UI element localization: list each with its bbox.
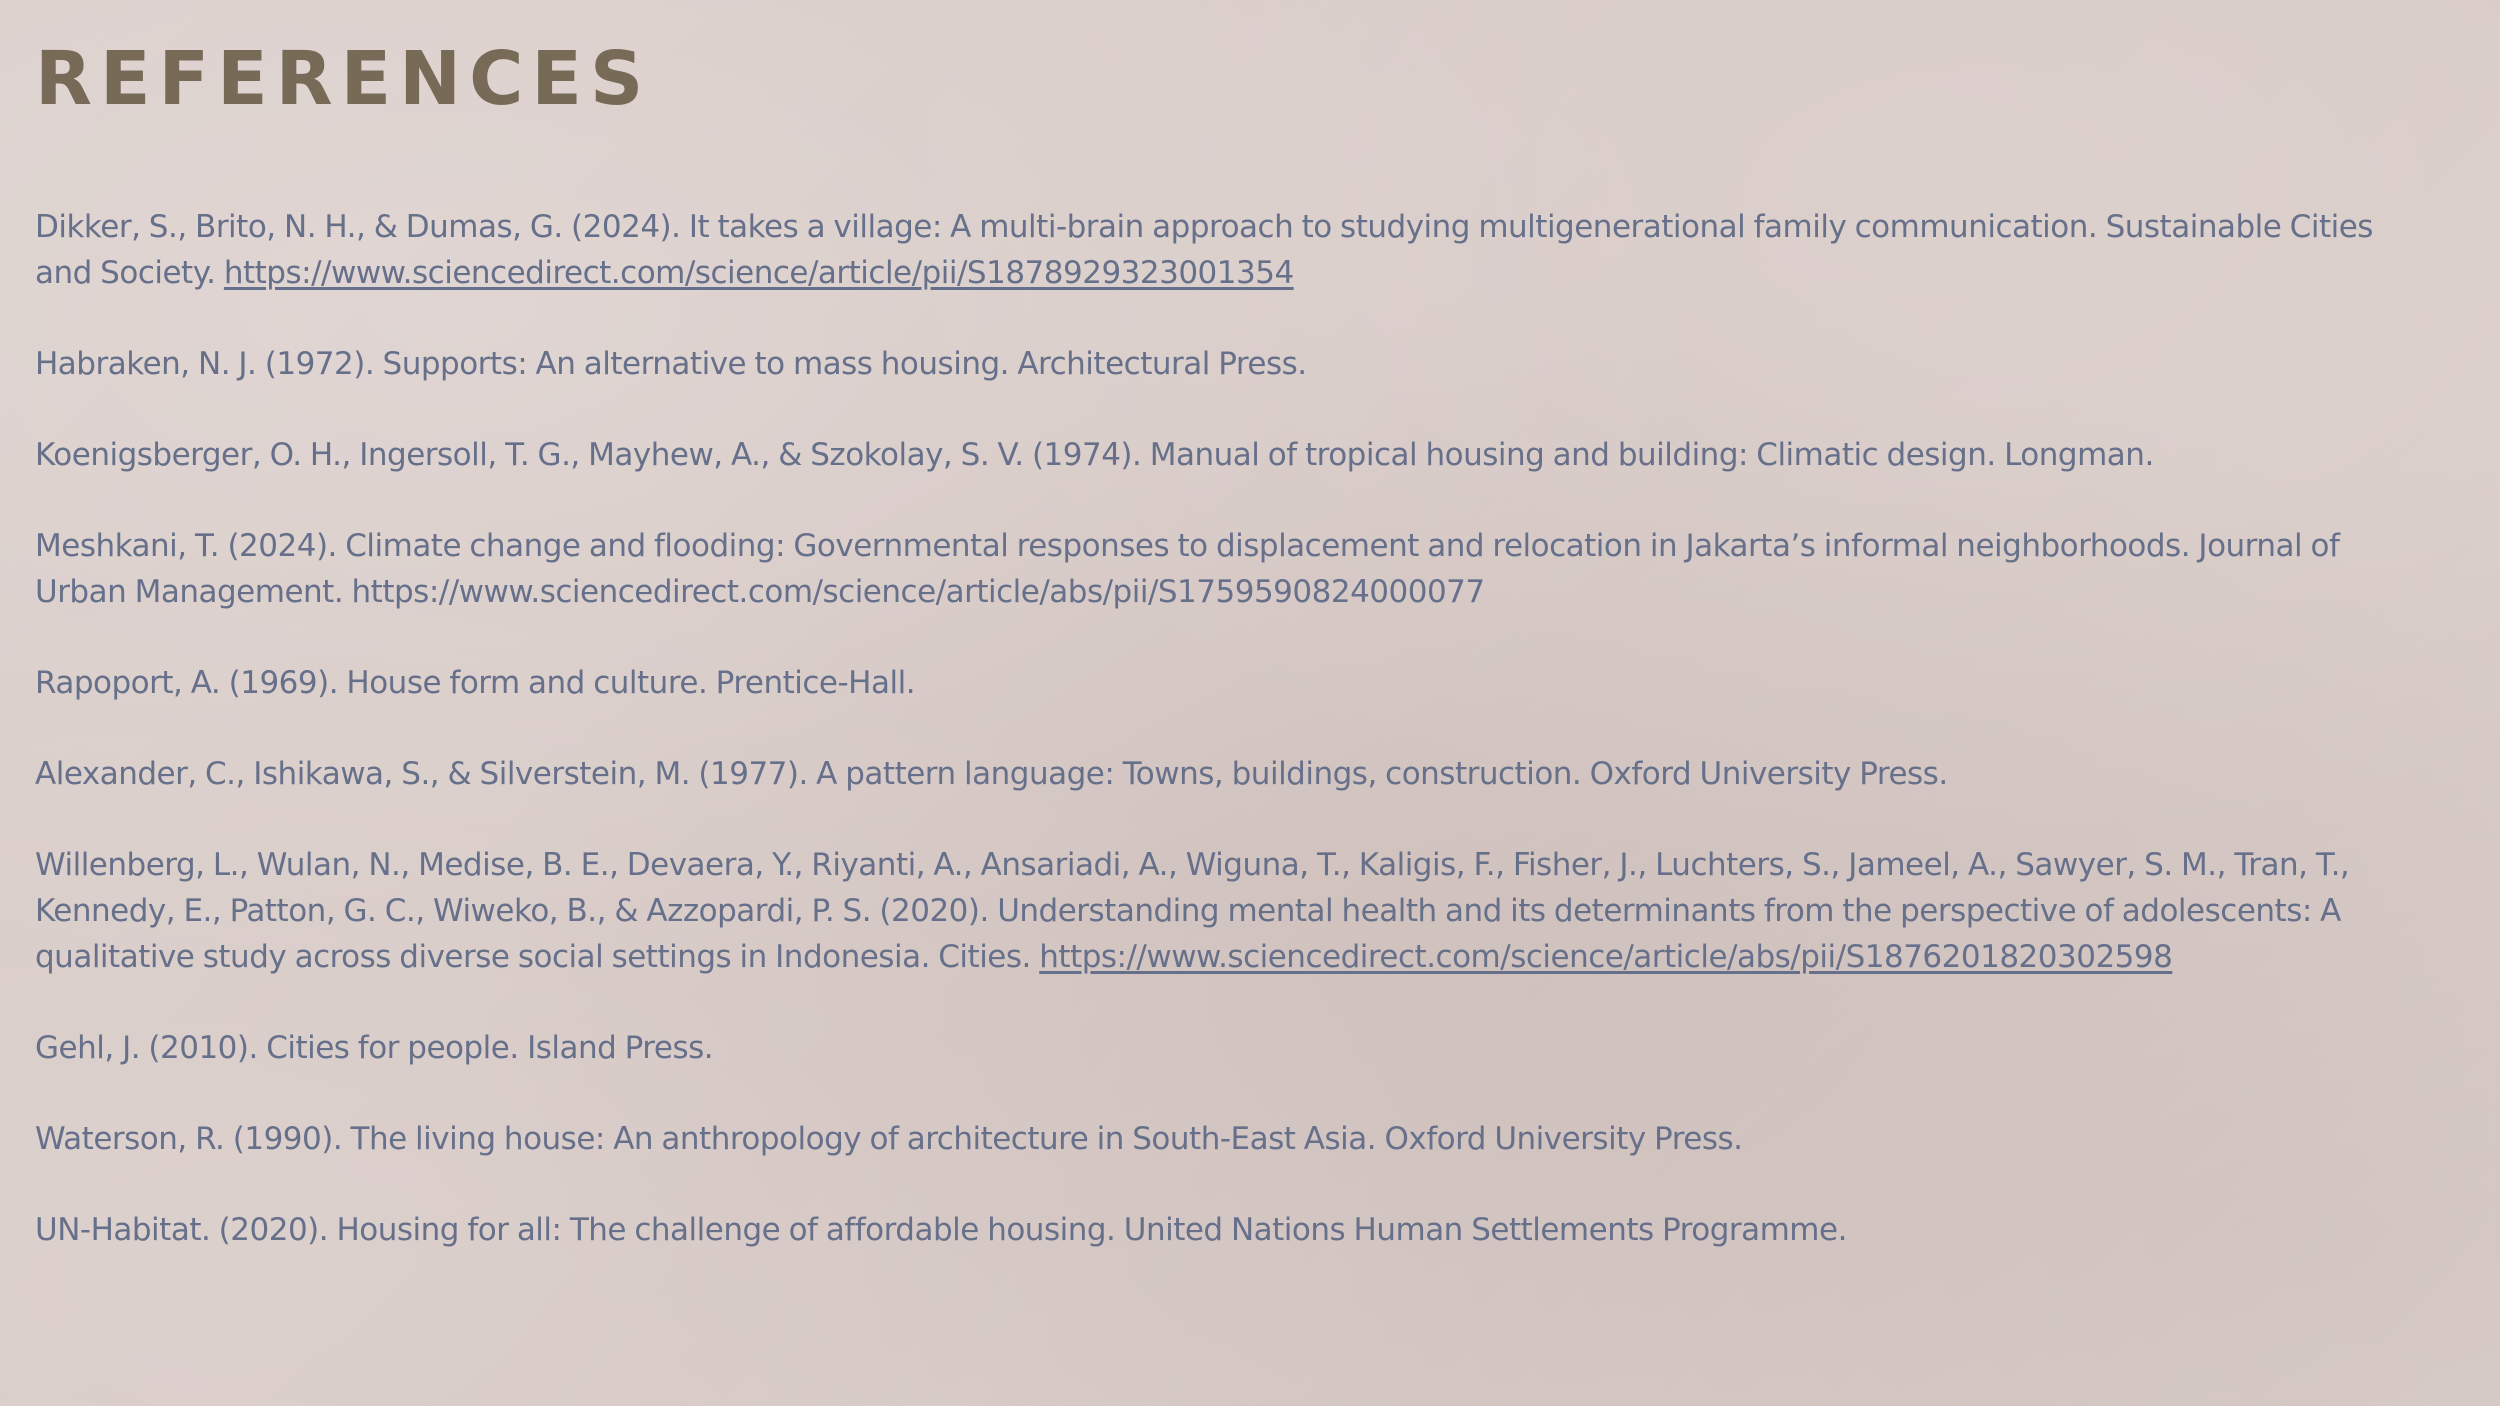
reference-text: Rapoport, A. (1969). House form and culture. Prentice-Hall. [35,665,916,701]
reference-item-dikker [35,204,2435,296]
reference-item-rapoport [35,660,2435,706]
reference-text: Dikker, S., Brito, N. H., & Dumas, G. (2024). It takes a village: A multi-brain approach to studying multigenerational family communication. Sustainable Cities and Society. [35,209,2373,291]
reference-text: Gehl, J. (2010). Cities for people. Island Press. [35,1030,714,1066]
reference-text: Koenigsberger, O. H., Ingersoll, T. G., Mayhew, A., & Szokolay, S. V. (1974). Manual of tropical housing and building: Climatic design. Longman. [35,437,2154,473]
reference-item-koenigsberger [35,432,2435,478]
reference-text: Willenberg, L., Wulan, N., Medise, B. E., Devaera, Y., Riyanti, A., Ansariadi, A., Wiguna, T., Kaligis, F., Fisher, J., Luchters, S., Jameel, A., Sawyer, S. M., Tran, T., Kennedy, E., Patton, G. C., Wiweko, B., & Azzopardi, P. S. (2020). Understanding mental health and its determinants from the perspective of adolescents: A qualitative study across diverse social settings in Indonesia. Cities. [35,847,2350,975]
reference-list [35,204,2435,1253]
reference-text: UN-Habitat. (2020). Housing for all: The challenge of affordable housing. United Nations Human Settlements Programme. [35,1212,1847,1248]
reference-item-waterson [35,1116,2435,1162]
reference-text: Waterson, R. (1990). The living house: An anthropology of architecture in South-East Asia. Oxford University Press. [35,1121,1743,1157]
reference-text: Habraken, N. J. (1972). Supports: An alternative to mass housing. Architectural Press. [35,346,1307,382]
reference-url-text: https://www.sciencedirect.com/science/article/abs/pii/S1759590824000077 [351,574,1485,610]
reference-item-alexander [35,751,2435,797]
references-slide [35,34,2435,1298]
reference-link[interactable]: https://www.sciencedirect.com/science/article/abs/pii/S1876201820302598 [1039,939,2173,975]
reference-text: Alexander, C., Ishikawa, S., & Silverstein, M. (1977). A pattern language: Towns, buildings, construction. Oxford University Press. [35,756,1948,792]
reference-item-habraken [35,341,2435,387]
reference-text: Meshkani, T. (2024). Climate change and flooding: Governmental responses to displacement and relocation in Jakarta’s informal neighborhoods. Journal of Urban Management. [35,528,2340,610]
page-title: REFERENCES [35,36,652,122]
reference-item-un-habitat [35,1207,2435,1253]
reference-item-willenberg [35,842,2435,980]
reference-item-gehl [35,1025,2435,1071]
reference-item-meshkani [35,523,2435,615]
reference-link[interactable]: https://www.sciencedirect.com/science/article/pii/S1878929323001354 [223,255,1294,291]
